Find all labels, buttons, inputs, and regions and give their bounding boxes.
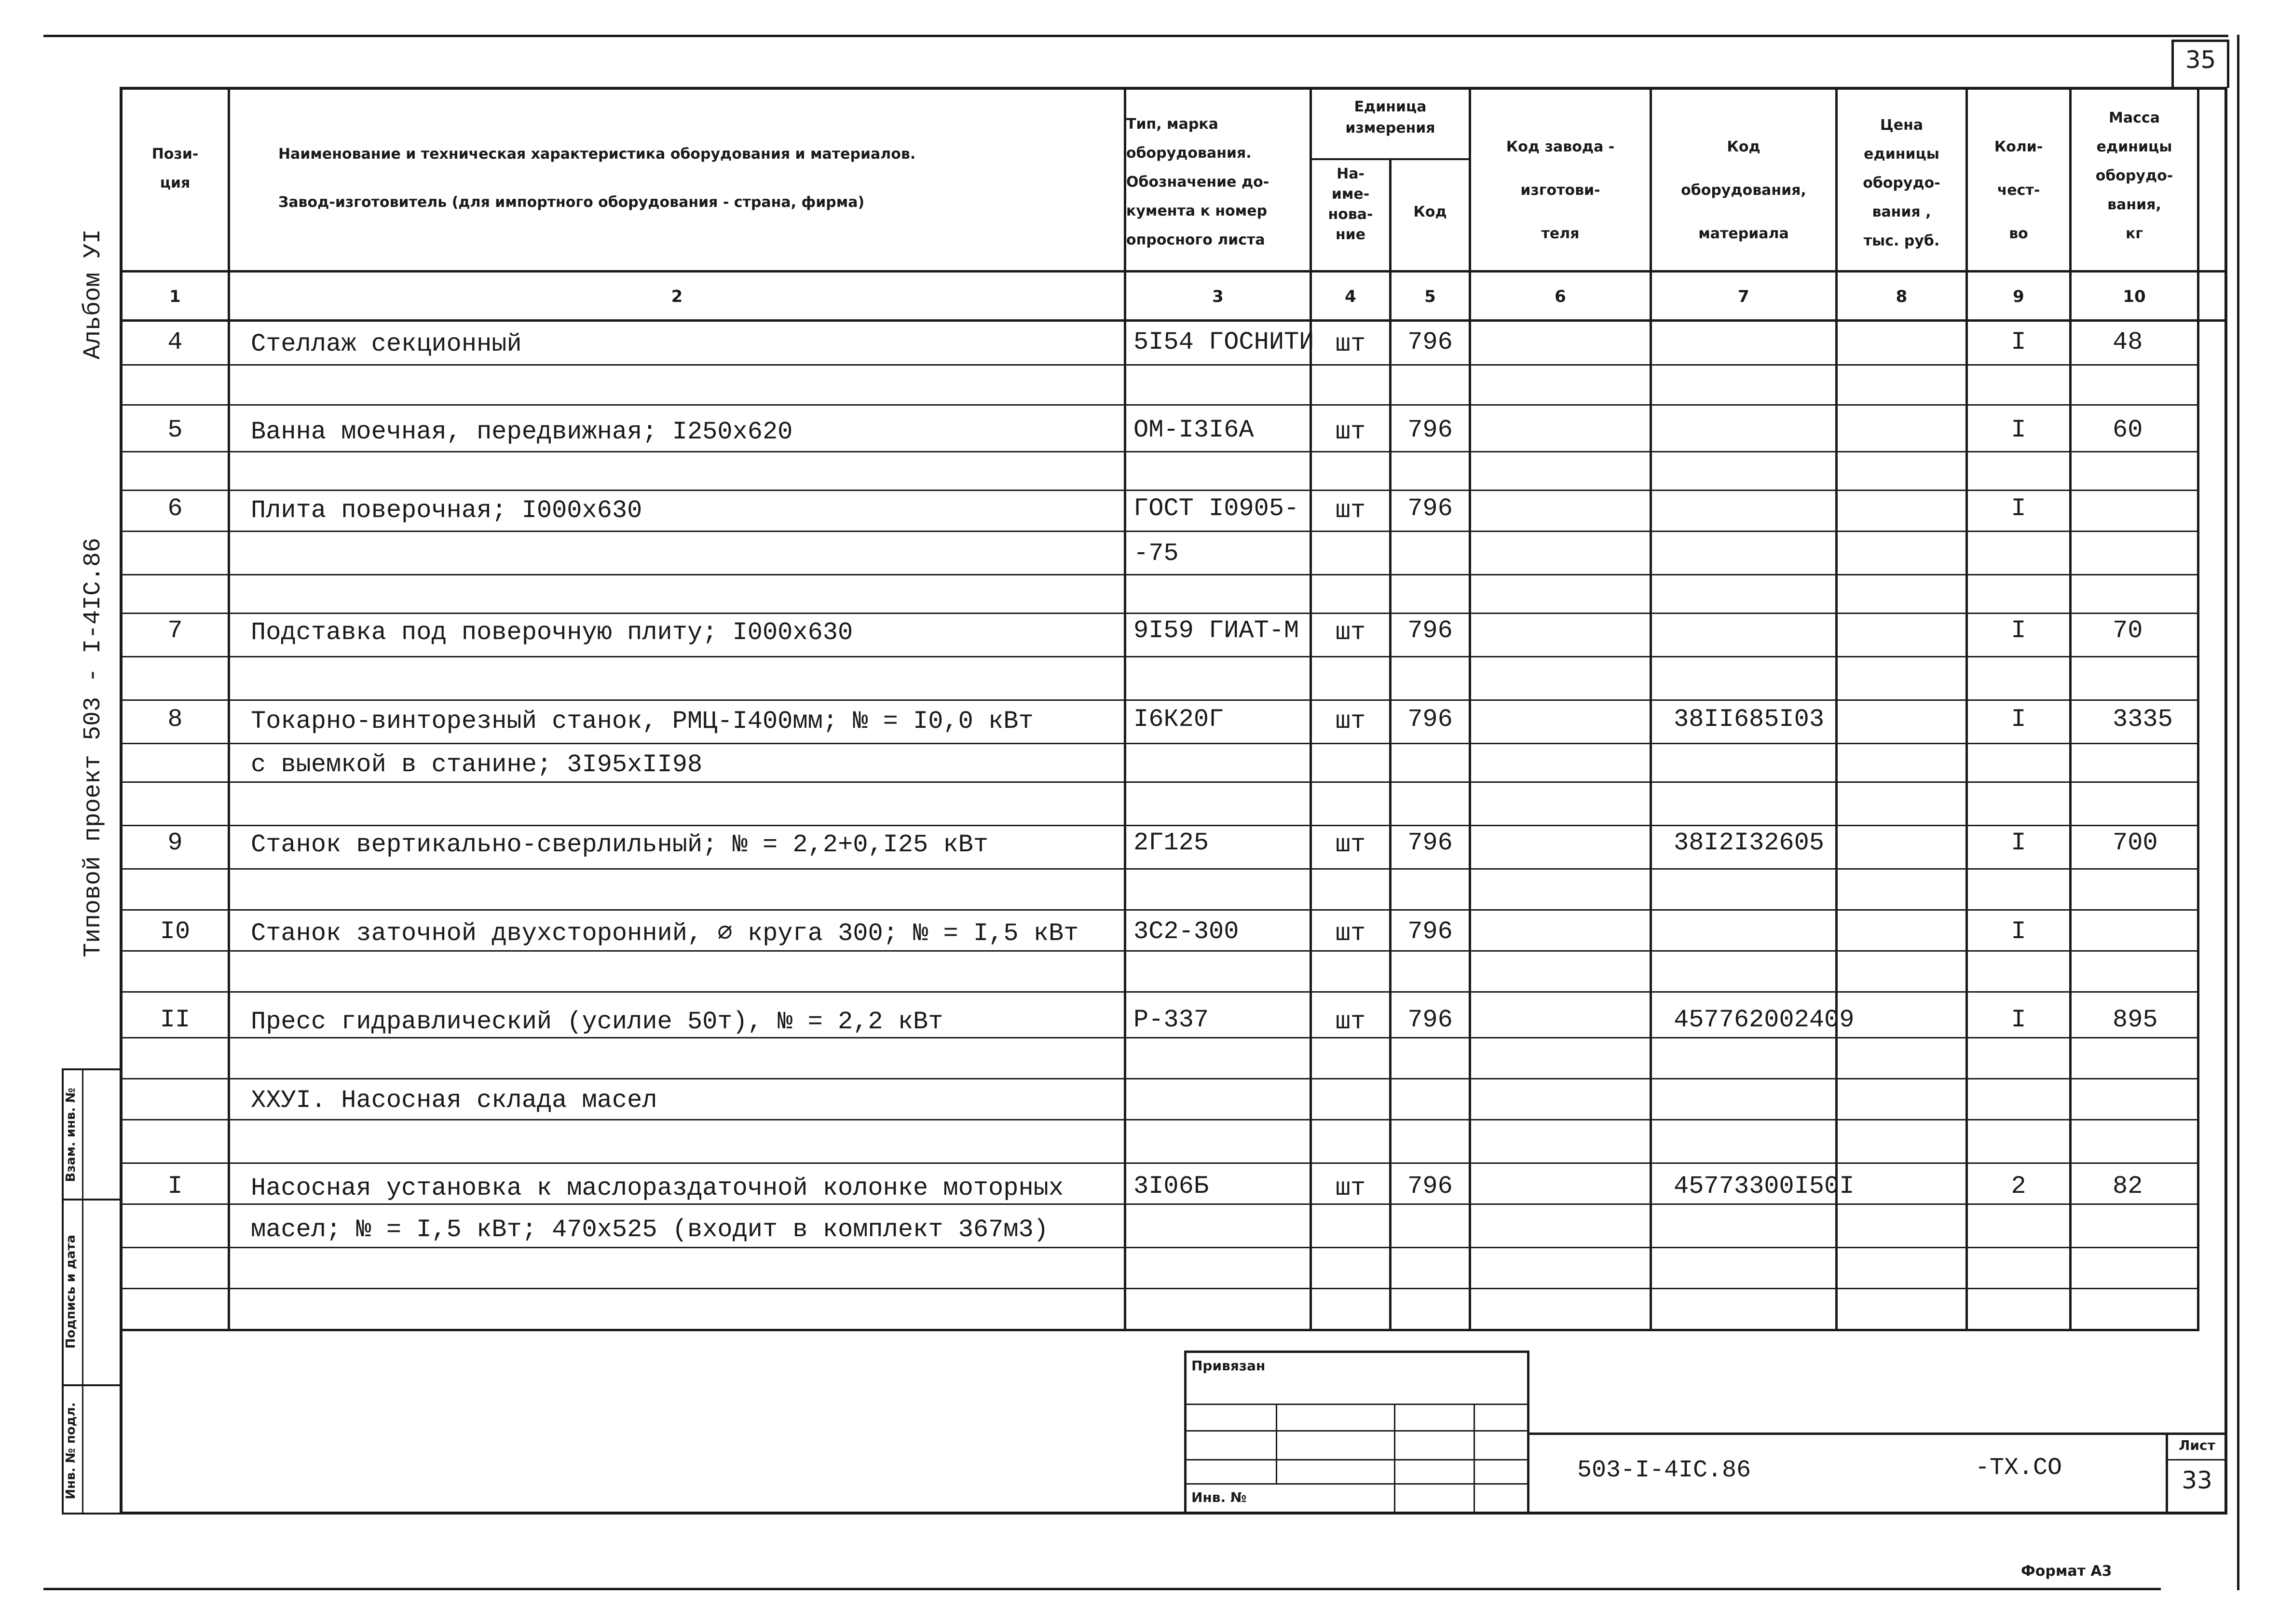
row-mass: 48 — [2113, 328, 2143, 356]
col-num-4: 4 — [1345, 287, 1356, 306]
col-num-6: 6 — [1555, 287, 1566, 306]
row-pos: 7 — [167, 616, 183, 645]
row-code: 796 — [1407, 328, 1453, 356]
sheet-label: Лист — [2179, 1437, 2215, 1453]
header-equip-code: Код оборудования, материала — [1681, 138, 1806, 242]
header-unit-name: На- име- нова- ние — [1328, 165, 1373, 243]
col-num-3: 3 — [1212, 287, 1224, 306]
row-unit: шт — [1335, 831, 1366, 859]
doc-code: 503-I-4IC.86 — [1577, 1457, 1751, 1484]
row-mass: 3335 — [2113, 705, 2173, 734]
row-unit: шт — [1335, 496, 1366, 525]
row-qty: I — [2011, 328, 2026, 356]
row-mass: 60 — [2113, 416, 2143, 444]
row-name: Стеллаж секционный — [251, 330, 522, 358]
row-name: Станок вертикально-сверлильный; № = 2,2+0,I25 кВт — [251, 831, 989, 859]
row-name: Станок заточной двухсторонний, ∅ круга 300; № = I,5 кВт — [251, 919, 1079, 948]
row-code: 796 — [1407, 917, 1453, 946]
row-mass: 70 — [2113, 616, 2143, 645]
row-mass: 82 — [2113, 1172, 2143, 1201]
row-mass: 895 — [2113, 1006, 2158, 1034]
row-equip: 457762002409 — [1674, 1006, 1855, 1034]
row-name: Токарно-винторезный станок, РМЦ-I400мм; № = I0,0 кВт — [251, 707, 1034, 736]
row-type: ГОСТ I0905- — [1133, 494, 1299, 523]
row-unit: шт — [1335, 707, 1366, 736]
row-code: 796 — [1407, 416, 1453, 444]
section-heading: ХХУI. Насосная склада масел — [251, 1086, 657, 1115]
row-type: Р-337 — [1133, 1006, 1209, 1034]
row-code: 796 — [1407, 494, 1453, 523]
row-type: 3С2-300 — [1133, 917, 1239, 946]
header-unit: Единица измерения — [1345, 98, 1435, 136]
row-name-cont: с выемкой в станине; 3I95хII98 — [251, 751, 703, 779]
col-num-9: 9 — [2013, 287, 2024, 306]
project-label: Типовой проект 503 - I-4IC.86 — [80, 537, 107, 957]
row-pos: II — [160, 1006, 191, 1034]
row-equip: 38II685I03 — [1674, 705, 1825, 734]
row-code: 796 — [1407, 1172, 1453, 1201]
format-label: Формат А3 — [2021, 1563, 2112, 1580]
row-qty: I — [2011, 616, 2026, 645]
col-num-5: 5 — [1424, 287, 1436, 306]
right-line — [2237, 35, 2239, 1590]
row-unit: шт — [1335, 919, 1366, 948]
row-pos: 8 — [167, 705, 183, 734]
col-num-2: 2 — [671, 287, 683, 306]
row-qty: I — [2011, 1006, 2026, 1034]
bottom-line — [43, 1588, 2161, 1590]
row-qty: I — [2011, 416, 2026, 444]
row-pos: 6 — [167, 494, 183, 523]
col-num-1: 1 — [169, 287, 181, 306]
row-code: 796 — [1407, 705, 1453, 734]
row-code: 796 — [1407, 616, 1453, 645]
col-num-8: 8 — [1896, 287, 1908, 306]
header-type: Тип, марка оборудования. Обозначение до- кумента к номер опросного листа — [1126, 116, 1269, 248]
stamp-podpis: Подпись и дата — [64, 1234, 78, 1349]
sheet-number: 33 — [2182, 1466, 2212, 1494]
header-price: Цена единицы оборудо- вания , тыс. руб. — [1863, 117, 1940, 249]
top-line — [43, 35, 2228, 37]
row-unit: шт — [1335, 418, 1366, 446]
doc-suffix: -ТХ.СО — [1975, 1454, 2062, 1482]
row-name: Пресс гидравлический (усилие 50т), № = 2,2 кВт — [251, 1008, 943, 1036]
row-equip: 38I2I32605 — [1674, 829, 1825, 857]
row-type: ОМ-I3I6А — [1133, 416, 1254, 444]
row-type: I6К20Г — [1133, 705, 1224, 734]
row-pos: I0 — [160, 917, 191, 946]
row-qty: I — [2011, 829, 2026, 857]
col-num-7: 7 — [1738, 287, 1749, 306]
stamp-inv: Инв. № подл. — [64, 1402, 78, 1500]
row-unit: шт — [1335, 618, 1366, 647]
stamp-vzam: Взам. инв. № — [64, 1088, 78, 1182]
row-type-cont: -75 — [1133, 539, 1179, 568]
row-qty: 2 — [2011, 1172, 2026, 1201]
header-mass: Масса единицы оборудо- вания, кг — [2095, 109, 2173, 242]
row-qty: I — [2011, 705, 2026, 734]
row-type: 9I59 ГИАТ-М — [1133, 616, 1299, 645]
row-unit: шт — [1335, 330, 1366, 358]
row-name: Плита поверочная; I000х630 — [251, 496, 642, 525]
row-name: Насосная установка к маслораздаточной колонке моторных — [251, 1174, 1064, 1202]
row-pos: 5 — [167, 416, 183, 444]
row-unit: шт — [1335, 1008, 1366, 1036]
row-name: Ванна моечная, передвижная; I250х620 — [251, 418, 793, 446]
row-type: 5I54 ГОСНИТИ — [1133, 328, 1314, 356]
row-type: 3I06Б — [1133, 1172, 1209, 1201]
row-pos: 4 — [167, 328, 183, 356]
row-equip: 45773300I50I — [1674, 1172, 1855, 1201]
row-code: 796 — [1407, 829, 1453, 857]
row-name-cont: масел; № = I,5 кВт; 470х525 (входит в комплект 367м3) — [251, 1215, 1049, 1244]
header-name: Наименование и техническая характеристика оборудования и материалов. Завод-изготовитель (для импортного оборудования - страна, фирма) — [278, 146, 916, 211]
page-number: 35 — [2185, 46, 2216, 74]
col-num-10: 10 — [2123, 287, 2146, 306]
row-pos: I — [167, 1172, 183, 1201]
header-qty: Коли- чест- во — [1994, 138, 2043, 242]
row-type: 2Г125 — [1133, 829, 1209, 857]
row-qty: I — [2011, 917, 2026, 946]
privyazan-label: Привязан — [1191, 1358, 1266, 1374]
header-factory-code: Код завода - изготови- теля — [1506, 138, 1615, 242]
row-mass: 700 — [2113, 829, 2158, 857]
album-label: Альбом УI — [80, 229, 107, 360]
header-pos: Пози- ция — [151, 146, 199, 191]
row-qty: I — [2011, 494, 2026, 523]
header-unit-code: Код — [1413, 204, 1447, 220]
row-name: Подставка под поверочную плиту; I000х630 — [251, 618, 853, 647]
row-pos: 9 — [167, 829, 183, 857]
row-unit: шт — [1335, 1174, 1366, 1202]
row-code: 796 — [1407, 1006, 1453, 1034]
inv-no-label: Инв. № — [1191, 1489, 1247, 1505]
